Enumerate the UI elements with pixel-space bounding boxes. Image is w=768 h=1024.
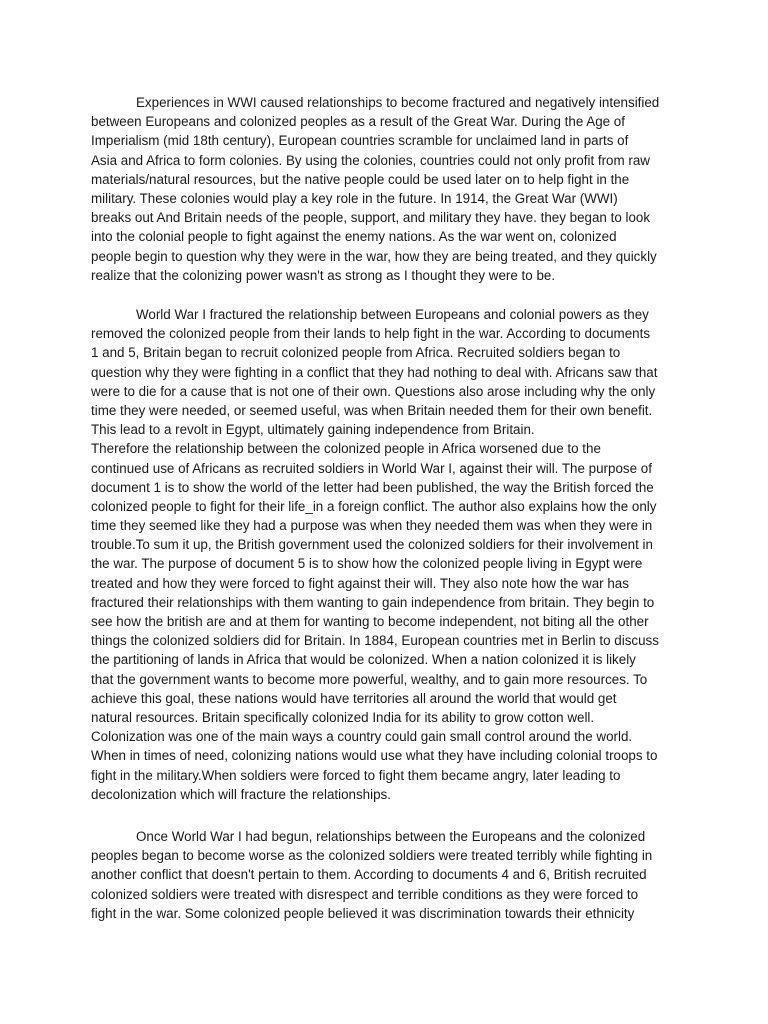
paragraph-line: Colonization was one of the main ways a country could gain small control around the world. (91, 729, 633, 745)
paragraph-line: natural resources. Britain specifically colonized India for its ability to grow cotton well. (91, 709, 595, 725)
paragraph-3 (91, 827, 691, 923)
paragraph-line: Asia and Africa to form colonies. By using the colonies, countries could not only profit from raw (91, 152, 650, 168)
paragraph-line: Once World War I had begun, relationships between the Europeans and the colonized (136, 829, 646, 844)
paragraph-line: treated and how they were forced to fight against their will. They also note how the war has (91, 575, 629, 591)
paragraph-line: breaks out And Britain needs of the people, support, and military they have. they began to look (91, 210, 651, 226)
paragraph-line: into the colonial people to fight against the enemy nations. As the war went on, colonized (91, 229, 617, 245)
paragraph-line: things the colonized soldiers did for Britain. In 1884, European countries met in Berlin to discuss (91, 633, 659, 649)
paragraph-line: When in times of need, colonizing nations would use what they have including colonial troops to (91, 748, 658, 764)
paragraph-line: military. These colonies would play a key role in the future. In 1914, the Great War (WWI) (91, 190, 618, 206)
paragraph-1 (91, 93, 691, 285)
paragraph-line: Imperialism (mid 18th century), European countries scramble for unclaimed land in parts of (91, 133, 629, 149)
paragraph-line: see how the british are and at them for wanting to become independent, not biting all the other (91, 614, 649, 629)
paragraph-line: materials/natural resources, but the native people could be used later on to help fight in the (91, 171, 630, 187)
paragraph-line: Experiences in WWI caused relationships to become fractured and negatively intensified (136, 95, 660, 110)
paragraph-line: another conflict that doesn't pertain to them. According to documents 4 and 6, British recruited (91, 867, 647, 883)
paragraph-line: fractured their relationships with them wanting to gain independence from britain. They begin to (91, 594, 655, 610)
paragraph-line: 1 and 5, Britain began to recruit colonized people from Africa. Recruited soldiers began to (91, 345, 621, 361)
paragraph-line: colonized people to fight for their life_in a foreign conflict. The author also explains how the only (91, 498, 657, 514)
paragraph-line: trouble.To sum it up, the British government used the colonized soldiers for their involvement in (91, 537, 653, 553)
paragraph-line: time they were needed, or seemed useful, was when Britain needed them for their own benefit. (91, 402, 653, 418)
paragraph-line: decolonization which will fracture the relationships. (91, 786, 391, 802)
paragraph-line: removed the colonized people from their lands to help fight in the war. According to documents (91, 326, 651, 342)
paragraph-line: question why they were fighting in a conflict that they had nothing to deal with. Africans saw that (91, 364, 658, 380)
paragraph-line: continued use of Africans as recruited soldiers in World War I, against their will. The purpose of (91, 460, 652, 476)
paragraph-line: time they seemed like they had a purpose was when they needed them was when they were in (91, 518, 653, 534)
paragraph-line: peoples began to become worse as the colonized soldiers were treated terribly while fighting in (91, 848, 653, 864)
paragraph-line: fight in the military.When soldiers were forced to fight them became angry, later leading to (91, 767, 621, 783)
paragraph-line: World War I fractured the relationship between Europeans and colonial powers as they (136, 307, 649, 322)
paragraph-line: were to die for a cause that is not one of their own. Questions also arose including why the only (91, 383, 656, 399)
paragraph-line: between Europeans and colonized peoples as a result of the Great War. During the Age of (91, 114, 625, 130)
paragraph-line: This lead to a revolt in Egypt, ultimately gaining independence from Britain. (91, 422, 535, 438)
paragraph-line: the war. The purpose of document 5 is to show how the colonized people living in Egypt were (91, 556, 643, 572)
paragraph-line: realize that the colonizing power wasn't as strong as I thought they were to be. (91, 267, 556, 283)
paragraph-line: the partitioning of lands in Africa that would be colonized. When a nation colonized it is likely (91, 652, 636, 668)
paragraph-line: people begin to question why they were in the war, how they are being treated, and they quickly (91, 248, 657, 264)
paragraph-line: Therefore the relationship between the colonized people in Africa worsened due to the (91, 441, 601, 457)
paragraph-line: that the government wants to become more powerful, wealthy, and to gain more resources. To (91, 671, 648, 687)
paragraph-2 (91, 305, 691, 804)
paragraph-line: colonized soldiers were treated with disrespect and terrible conditions as they were forced to (91, 886, 639, 902)
paragraph-line: achieve this goal, these nations would have territories all around the world that would get (91, 690, 617, 706)
paragraph-line: fight in the war. Some colonized people believed it was discrimination towards their ethnicity (91, 905, 635, 921)
paragraph-line: document 1 is to show the world of the letter had been published, the way the British forced the (91, 479, 654, 495)
